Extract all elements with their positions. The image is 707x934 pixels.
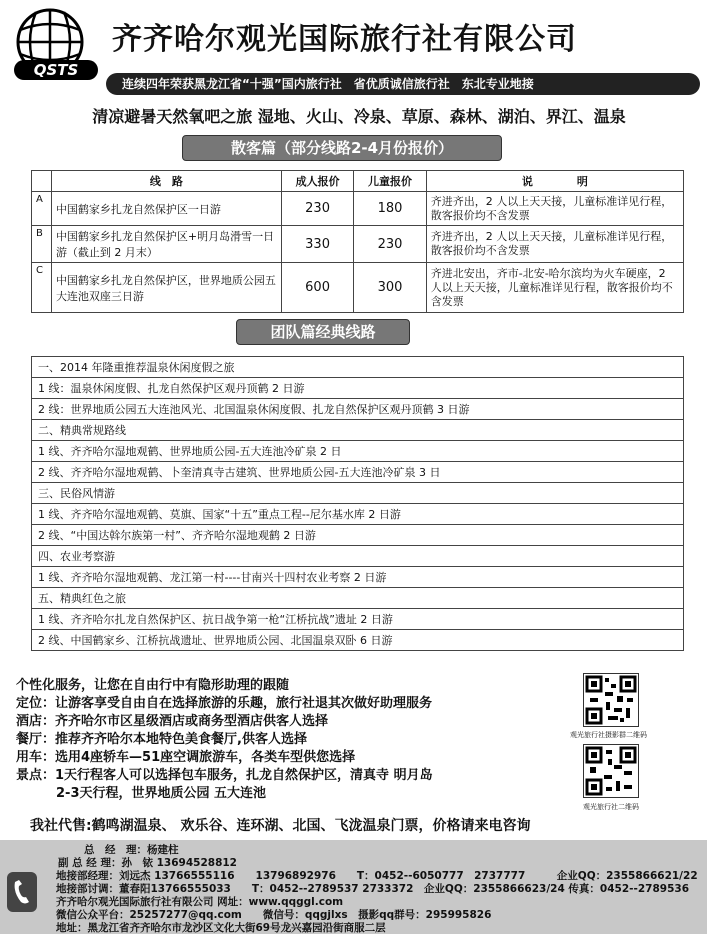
- qr2-caption: 观光旅行社二维码: [583, 803, 639, 811]
- gm-line: 总 经 理：杨建柱: [84, 844, 179, 856]
- table-header-row: [32, 171, 684, 192]
- group-row: 五、精典红色之旅: [32, 588, 684, 609]
- table-row: [32, 483, 684, 504]
- child-price: 300: [354, 263, 426, 313]
- route-cell: 中国鹤家乡扎龙自然保护区，世界地质公园五大连池双座三日游: [51, 263, 281, 313]
- table-row: [32, 441, 684, 462]
- slogan: 清凉避暑天然氧吧之旅 湿地、火山、冷泉、草原、森林、湖泊、界江、温泉: [92, 107, 626, 126]
- child-header: 儿童报价: [354, 171, 426, 192]
- adult-price: 230: [281, 192, 353, 226]
- group-row: 2 线：世界地质公园五大连池风光、北国温泉休闲度假、扎龙自然保护区观丹顶鹤 3 日游: [32, 399, 684, 420]
- table-row: [32, 192, 684, 226]
- service-item: [16, 713, 576, 731]
- scatter-price-table: [31, 170, 684, 313]
- table-row: [32, 263, 684, 313]
- service-item: [16, 731, 576, 749]
- service-text: 推荐齐齐哈尔本地特色美食餐厅,供客人选择: [55, 732, 307, 747]
- table-row: [32, 226, 684, 263]
- group-row: 2 线、“中国达斡尔族第一村”、齐齐哈尔湿地观鹤 2 日游: [32, 525, 684, 546]
- route-header: 线 路: [51, 171, 281, 192]
- agency-notice: 我社代售:鹤鸣湖温泉、 欢乐谷、连环湖、北国、飞泷温泉门票，价格请来电咨询: [30, 818, 531, 834]
- honor-strip: 连续四年荣获黑龙江省“十强”国内旅行社 省优质诚信旅行社 东北专业地接: [106, 73, 700, 95]
- adult-price: 600: [281, 263, 353, 313]
- services-section: [16, 677, 576, 803]
- route-cell: 中国鹤家乡扎龙自然保护区+明月岛滑雪一日游（截止到 2 月末）: [51, 226, 281, 263]
- group-banner: 团队篇经典线路: [236, 319, 410, 345]
- group-row: 1 线、齐齐哈尔湿地观鹤、莫旗、国家“十五”重点工程--尼尔基水库 2 日游: [32, 504, 684, 525]
- service-label: 酒店：: [16, 714, 56, 729]
- table-row: [32, 462, 684, 483]
- table-row: [32, 567, 684, 588]
- child-price: 180: [354, 192, 426, 226]
- table-row: [32, 525, 684, 546]
- group-row: 三、民俗风情游: [32, 483, 684, 504]
- group-row: 2 线、中国鹤家乡、江桥抗战遗址、世界地质公园、北国温泉双卧 6 日游: [32, 630, 684, 651]
- child-price: 230: [354, 226, 426, 263]
- table-row: [32, 546, 684, 567]
- key-header: [32, 171, 52, 192]
- table-row: [32, 609, 684, 630]
- scatter-banner: 散客篇（部分线路2-4月份报价）: [182, 135, 502, 161]
- service-text: 选用4座轿车—51座空调旅游车，各类车型供您选择: [55, 750, 356, 765]
- group-row: 1 线、齐齐哈尔湿地观鹤、龙江第一村----甘南兴十四村农业考察 2 日游: [32, 567, 684, 588]
- note-cell: 齐进齐出，2 人以上天天接，儿童标准详见行程，散客报价均不含发票: [426, 226, 683, 263]
- service-item: [16, 695, 576, 713]
- adult-price: 330: [281, 226, 353, 263]
- phone-icon: [7, 872, 37, 912]
- route-cell: 中国鹤家乡扎龙自然保护区一日游: [51, 192, 281, 226]
- service-item: [16, 767, 576, 785]
- table-row: [32, 357, 684, 378]
- wechat-line: 微信公众平台：25257277@qq.com 微信号：qqgjlxs 摄影qq群号：295995826: [56, 909, 492, 921]
- service-label: 用车：: [16, 750, 56, 765]
- website-line: 齐齐哈尔观光国际旅行社有限公司 网址：www.qqggl.com: [56, 896, 344, 908]
- service-label: 定位：: [16, 696, 56, 711]
- dgm-line: 副 总 经 理：孙 铱 13694528812: [58, 857, 237, 869]
- qr-code-icon: [583, 744, 639, 798]
- service-text: 1天行程客人可以选择包车服务，扎龙自然保护区，清真寺 明月岛: [55, 768, 433, 783]
- group-row: 1 线、齐齐哈尔扎龙自然保护区、抗日战争第一枪“江桥抗战”遗址 2 日游: [32, 609, 684, 630]
- globe-logo-icon: [6, 8, 102, 84]
- row-key: B: [32, 226, 52, 263]
- company-title: 齐齐哈尔观光国际旅行社有限公司: [112, 22, 577, 57]
- qr1-caption: 观光旅行社摄影群二维码: [570, 731, 647, 739]
- qr-code-icon: [583, 673, 639, 727]
- logo-text: QSTS: [33, 61, 79, 79]
- row-key: A: [32, 192, 52, 226]
- row-key: C: [32, 263, 52, 313]
- service-item: [16, 749, 576, 767]
- group-row: 1 线：温泉休闲度假、扎龙自然保护区观丹顶鹤 2 日游: [32, 378, 684, 399]
- service-label: 餐厅：: [16, 732, 56, 747]
- service-label: 景点：: [16, 768, 56, 783]
- group-row: 1 线、齐齐哈尔湿地观鹤、世界地质公园-五大连池冷矿泉 2 日: [32, 441, 684, 462]
- table-row: [32, 420, 684, 441]
- service-text: 齐齐哈尔市区星级酒店或商务型酒店供客人选择: [55, 714, 329, 729]
- group-route-table: [31, 356, 684, 651]
- note-cell: 齐进齐出，2 人以上天天接，儿童标准详见行程，散客报价均不含发票: [426, 192, 683, 226]
- adult-header: 成人报价: [281, 171, 353, 192]
- dept-dispatch-line: 地接部讨调：董春阳13766555033 T：0452--2789537 2733372 企业QQ：2355866623/24 传真：0452--2789536: [56, 883, 689, 895]
- service-continuation: 2-3天行程，世界地质公园 五大连池: [56, 786, 267, 801]
- group-row: 二、精典常规路线: [32, 420, 684, 441]
- note-header: 说 明: [426, 171, 683, 192]
- company-logo: [6, 8, 102, 84]
- services-intro: 个性化服务，让您在自由行中有隐形助理的跟随: [16, 678, 290, 693]
- dept-manager-line: 地接部经理：刘远杰 13766555116 13796892976 T：0452--6050777 2737777 企业QQ：2355866621/22: [56, 870, 698, 882]
- table-row: [32, 504, 684, 525]
- group-row: 四、农业考察游: [32, 546, 684, 567]
- table-row: [32, 588, 684, 609]
- group-row: 2 线、齐齐哈尔湿地观鹤、卜奎清真寺古建筑、世界地质公园-五大连池冷矿泉 3 日: [32, 462, 684, 483]
- group-row: 一、2014 年隆重推荐温泉休闲度假之旅: [32, 357, 684, 378]
- service-text: 让游客享受自由自在选择旅游的乐趣，旅行社退其次做好助理服务: [55, 696, 433, 711]
- note-cell: 齐进北安出，齐市-北安-哈尔滨均为火车硬座，2 人以上天天接，儿童标准详见行程，散客报价均不含发票: [426, 263, 683, 313]
- table-row: [32, 399, 684, 420]
- address-line: 地址：黑龙江省齐齐哈尔市龙沙区文化大街69号龙兴嘉园沿街商服二层: [56, 922, 386, 934]
- table-row: [32, 630, 684, 651]
- table-row: [32, 378, 684, 399]
